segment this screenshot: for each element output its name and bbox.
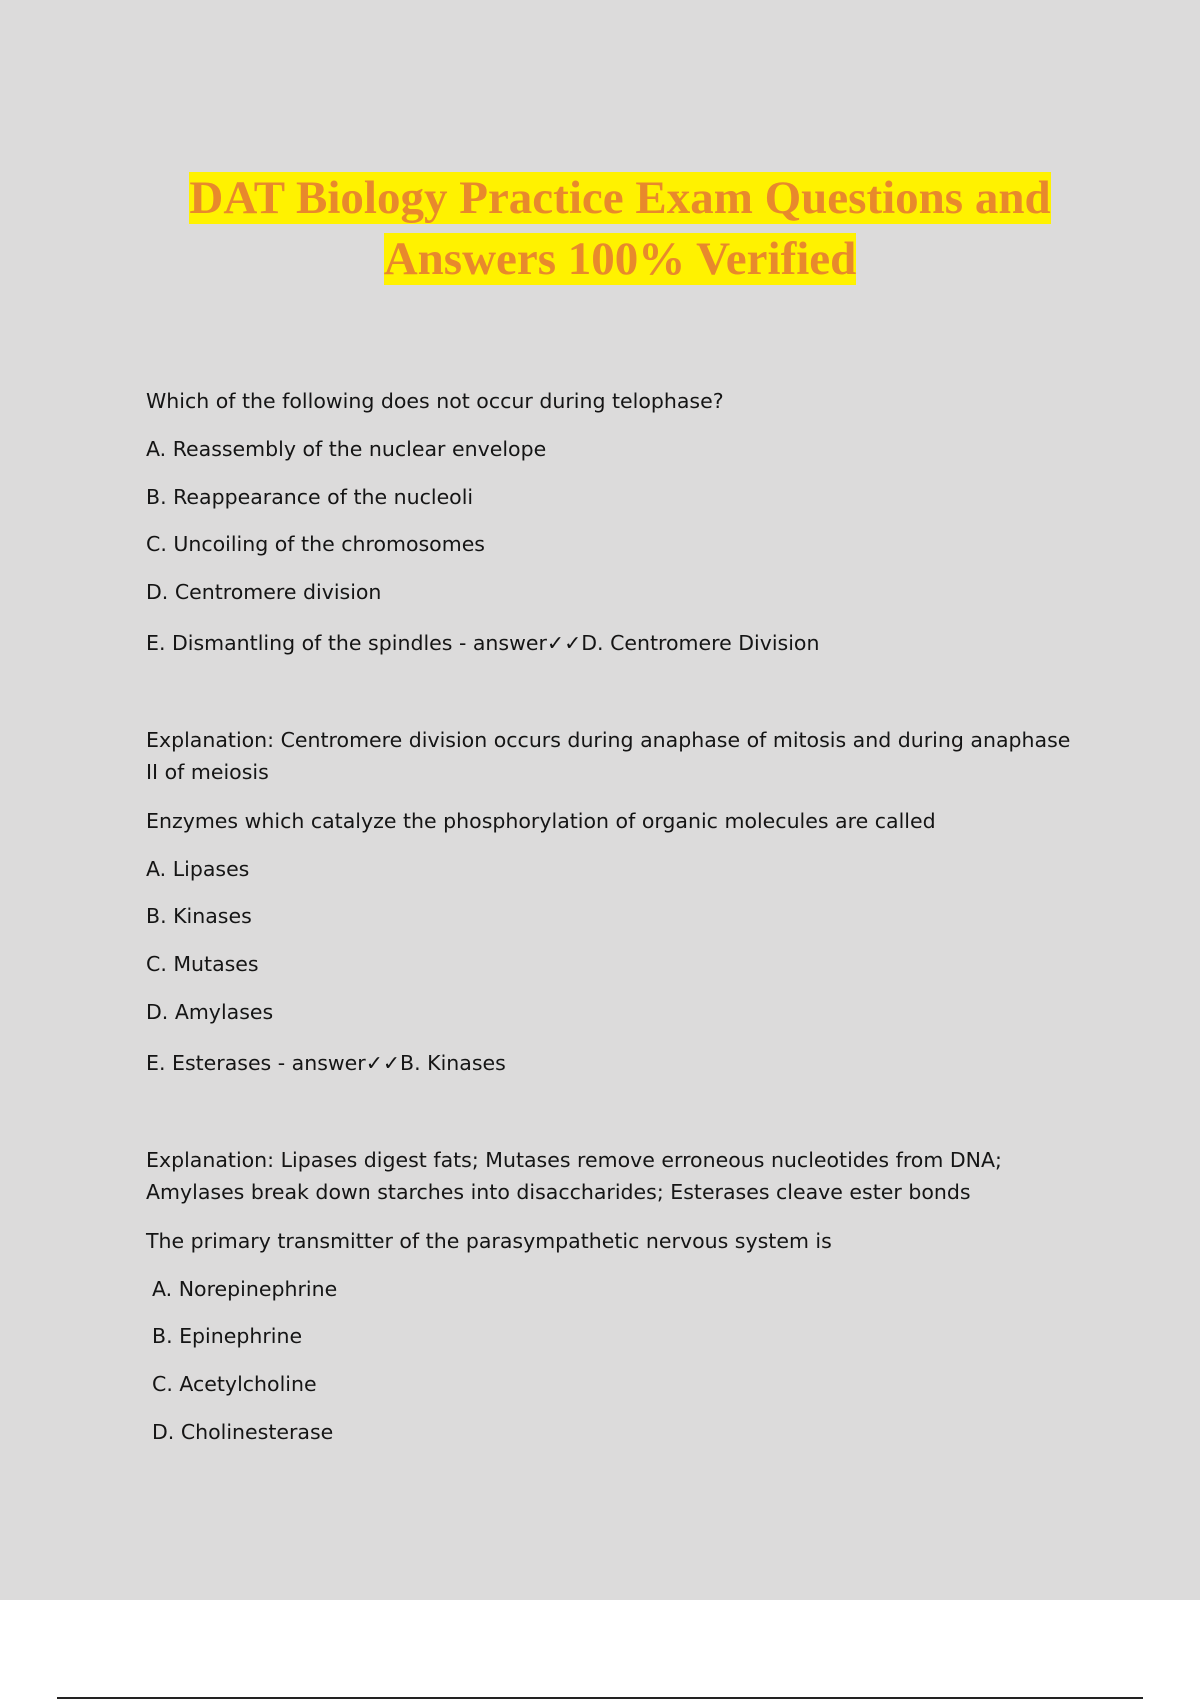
question-1-option-e-answer: E. Dismantling of the spindles - answer✓✓D. Centromere Division bbox=[146, 631, 820, 655]
question-1-option-d: D. Centromere division bbox=[146, 580, 382, 604]
document-title bbox=[120, 168, 1120, 290]
question-3-prompt: The primary transmitter of the parasympathetic nervous system is bbox=[146, 1229, 832, 1253]
question-2-explanation: Explanation: Lipases digest fats; Mutases remove erroneous nucleotides from DNA; Amylases break down starches into disaccharides; Esterases cleave ester bonds bbox=[146, 1148, 1002, 1204]
title-line-2: Answers 100% Verified bbox=[383, 233, 857, 285]
question-2-option-e-answer: E. Esterases - answer✓✓B. Kinases bbox=[146, 1051, 506, 1075]
question-1-option-c: C. Uncoiling of the chromosomes bbox=[146, 532, 485, 556]
question-3-option-c: C. Acetylcholine bbox=[152, 1372, 317, 1396]
question-1-prompt: Which of the following does not occur during telophase? bbox=[146, 389, 724, 413]
question-3-option-a: A. Norepinephrine bbox=[152, 1277, 338, 1301]
question-2-option-b: B. Kinases bbox=[146, 904, 252, 928]
question-2-option-d: D. Amylases bbox=[146, 1000, 274, 1024]
question-1-option-b: B. Reappearance of the nucleoli bbox=[146, 485, 474, 509]
question-2-prompt: Enzymes which catalyze the phosphorylation of organic molecules are called bbox=[146, 809, 936, 833]
footer-divider bbox=[57, 1697, 1143, 1699]
question-2-option-a: A. Lipases bbox=[146, 857, 250, 881]
question-1-option-a: A. Reassembly of the nuclear envelope bbox=[146, 437, 547, 461]
question-2-option-c: C. Mutases bbox=[146, 952, 259, 976]
title-line-1: DAT Biology Practice Exam Questions and bbox=[189, 172, 1051, 224]
question-3-option-d: D. Cholinesterase bbox=[152, 1420, 334, 1444]
question-1-explanation: Explanation: Centromere division occurs during anaphase of mitosis and during anaphase II of meiosis bbox=[146, 728, 1071, 784]
question-3-option-b: B. Epinephrine bbox=[152, 1324, 303, 1348]
